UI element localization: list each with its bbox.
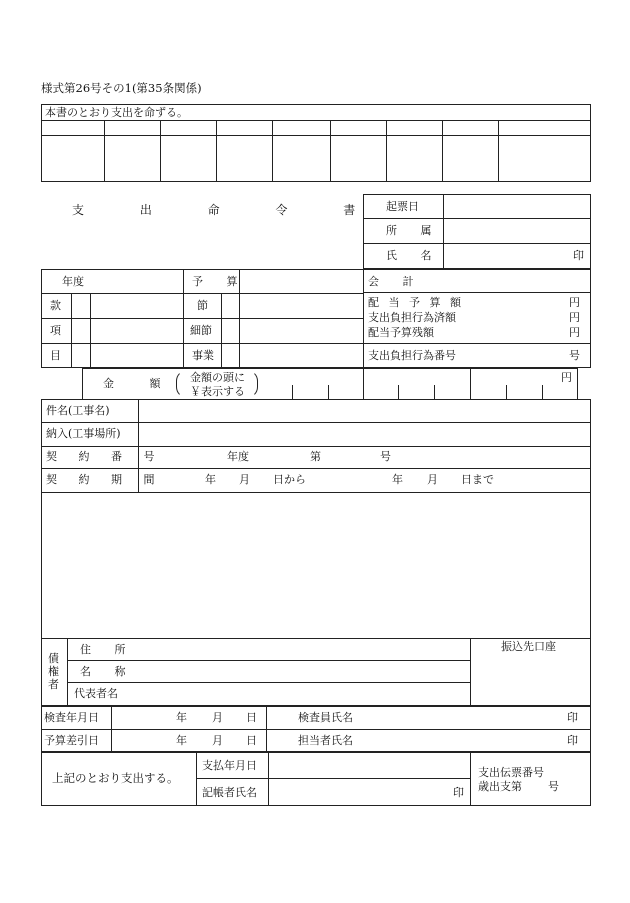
- shimei-seal: 印: [573, 249, 584, 262]
- setsu-label: 節: [197, 299, 208, 312]
- yosan-sabiki-label: 予算差引日: [44, 734, 99, 747]
- kicho-sha-label: 記帳者氏名: [202, 786, 257, 799]
- kensa-hi: 日: [246, 711, 257, 724]
- shozoku-label: 所 属: [386, 224, 442, 237]
- creditor-label-3: 者: [48, 678, 59, 691]
- nounyu-label: 納入(工事場所): [46, 427, 121, 440]
- kou-label: 項: [50, 324, 61, 337]
- haito-zan-label: 配当予算残額: [368, 326, 434, 339]
- nounyu-field[interactable]: [139, 423, 590, 445]
- keiyaku-bango-label: 契 約 番 号: [46, 450, 164, 463]
- shishutsu-futan-sumi-yen: 円: [569, 311, 580, 324]
- kenmei-label: 件名(工事名): [46, 404, 110, 417]
- tantou-seal: 印: [567, 734, 578, 747]
- jusho-field[interactable]: [130, 639, 469, 659]
- amount-note-line1: 金額の頭に: [190, 371, 245, 384]
- kikan-start-hi: 日から: [273, 473, 306, 486]
- yosan-label: 予 算: [192, 275, 248, 288]
- creditor-label-1: 債: [48, 652, 59, 665]
- page-title: 支 出 命 令 書: [72, 203, 382, 217]
- kicho-sha-field[interactable]: [269, 779, 449, 805]
- nendo-label: 年度: [62, 275, 84, 288]
- haito-zan-yen: 円: [569, 326, 580, 339]
- kikan-end-tsuki: 月: [427, 473, 438, 486]
- footer-statement: 上記のとおり支出する。: [52, 771, 179, 785]
- sabiki-hi: 日: [246, 734, 257, 747]
- shimei-field[interactable]: [444, 244, 590, 268]
- amount-label: 金 額: [103, 377, 177, 390]
- tantou-label: 担当者氏名: [298, 734, 353, 747]
- daihyo-field[interactable]: [130, 683, 469, 705]
- kenmei-field[interactable]: [139, 400, 590, 421]
- kan-label: 款: [50, 299, 61, 312]
- futan-bango-label: 支出負担行為番号: [368, 349, 456, 362]
- kensa-date-label: 検査年月日: [44, 711, 99, 724]
- kihyo-date-label: 起票日: [386, 200, 419, 213]
- shozoku-field[interactable]: [444, 219, 590, 242]
- kikan-end-nen: 年: [392, 473, 403, 486]
- jigyo-label: 事業: [192, 349, 214, 362]
- yosan-sabiki-field[interactable]: [120, 730, 265, 751]
- creditor-label-2: 権: [48, 665, 59, 678]
- daihyo-label: 代表者名: [74, 687, 118, 700]
- kikan-start-tsuki: 月: [239, 473, 250, 486]
- amount-yen: 円: [561, 371, 572, 384]
- form-number: 様式第26号その1(第35条関係): [41, 81, 202, 95]
- meisho-label: 名 称: [80, 665, 136, 678]
- tantou-field[interactable]: [360, 730, 560, 751]
- notes-area[interactable]: [42, 493, 590, 638]
- sai-shutsu-go: 号: [548, 780, 559, 793]
- kikan-end-hi: 日まで: [461, 473, 494, 486]
- keiyaku-nendo: 年度: [227, 450, 249, 463]
- meisho-field[interactable]: [130, 661, 469, 681]
- approval-instruction: 本書のとおり支出を命ずる。: [45, 106, 188, 119]
- haito-yosan-label: 配 当 予 算 額: [368, 296, 464, 309]
- shiharai-date-label: 支払年月日: [202, 759, 257, 772]
- keiyaku-kikan-label: 契 約 期 間: [46, 473, 164, 486]
- haito-yosan-yen: 円: [569, 296, 580, 309]
- sai-shutsu-label: 歳出支第: [478, 780, 522, 793]
- moku-label: 目: [50, 349, 61, 362]
- amount-field[interactable]: [84, 369, 576, 398]
- kaikei-label: 会 計: [368, 275, 424, 288]
- sabiki-nen: 年: [176, 734, 187, 747]
- shimei-label: 氏 名: [386, 249, 442, 262]
- kensain-field[interactable]: [360, 707, 560, 728]
- kensa-tsuki: 月: [212, 711, 223, 724]
- kensa-nen: 年: [176, 711, 187, 724]
- keiyaku-dai: 第: [310, 450, 321, 463]
- kicho-sha-seal: 印: [453, 786, 464, 799]
- kensain-seal: 印: [567, 711, 578, 724]
- kensain-label: 検査員氏名: [298, 711, 353, 724]
- shishutsu-futan-sumi-label: 支出負担行為済額: [368, 311, 456, 324]
- sabiki-tsuki: 月: [212, 734, 223, 747]
- jusho-label: 住 所: [80, 643, 136, 656]
- kihyo-date-field[interactable]: [444, 195, 590, 218]
- keiyaku-go: 号: [380, 450, 391, 463]
- futan-bango-go: 号: [569, 349, 580, 362]
- kensa-date-field[interactable]: [120, 707, 265, 728]
- denpyo-bango-label: 支出伝票番号: [478, 766, 544, 779]
- kikan-start-nen: 年: [205, 473, 216, 486]
- furikomi-label: 振込先口座: [501, 640, 556, 653]
- shiharai-date-field[interactable]: [269, 753, 469, 777]
- amount-note-line2: ￥表示する: [190, 385, 245, 398]
- saisetsu-label: 細節: [190, 324, 212, 337]
